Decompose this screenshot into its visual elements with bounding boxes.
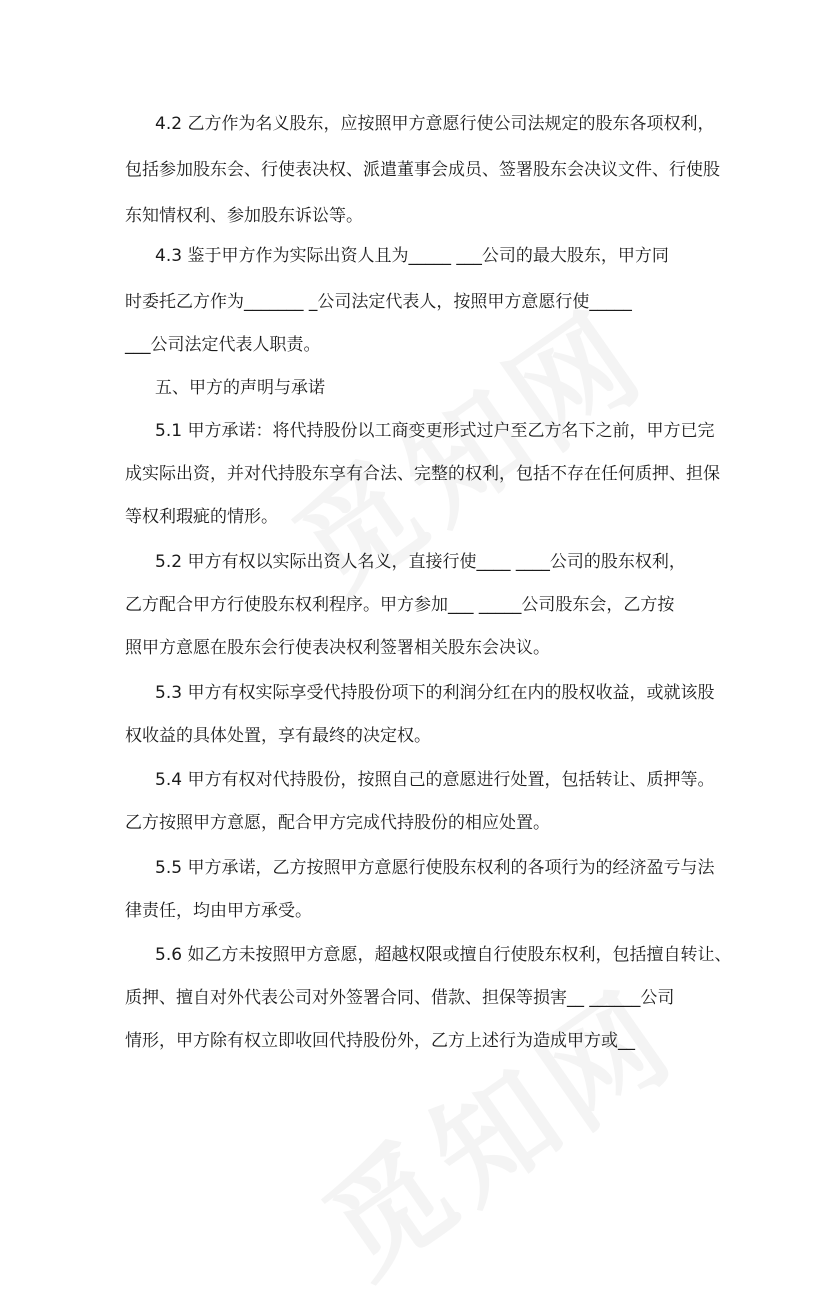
paragraph-4-2-line-1: 4.2 乙方作为名义股东，应按照甲方意愿行使公司法规定的股东各项权利， (155, 114, 715, 134)
section-heading-5: 五、甲方的声明与承诺 (155, 378, 325, 398)
paragraph-5-1-line-2: 成实际出资，并对代持股东享有合法、完整的权利，包括不存在任何质押、担保 (125, 464, 720, 484)
paragraph-4-2-line-2: 包括参加股东会、行使表决权、派遣董事会成员、签署股东会决议文件、行使股 (125, 160, 720, 180)
paragraph-5-5-line-1: 5.5 甲方承诺，乙方按照甲方意愿行使股东权利的各项行为的经济盈亏与法 (155, 858, 715, 878)
paragraph-5-4-line-1: 5.4 甲方有权对代持股份，按照自己的意愿进行处置，包括转让、质押等。 (155, 770, 715, 790)
paragraph-5-1-line-1: 5.1 甲方承诺：将代持股份以工商变更形式过户至乙方名下之前，甲方已完 (155, 421, 715, 441)
paragraph-5-3-line-2: 权收益的具体处置，享有最终的决定权。 (125, 726, 431, 746)
paragraph-5-6-line-2: 质押、擅自对外代表公司对外签署合同、借款、担保等损害__ ______公司 (125, 988, 675, 1008)
paragraph-5-3-line-1: 5.3 甲方有权实际享受代持股份项下的利润分红在内的股权收益，或就该股 (155, 683, 715, 703)
paragraph-5-2-line-3: 照甲方意愿在股东会行使表决权利签署相关股东会决议。 (125, 638, 550, 658)
paragraph-5-5-line-2: 律责任，均由甲方承受。 (125, 901, 312, 921)
paragraph-5-2-line-1: 5.2 甲方有权以实际出资人名义，直接行使____ ____公司的股东权利， (155, 552, 686, 572)
paragraph-5-1-line-3: 等权利瑕疵的情形。 (125, 507, 278, 527)
paragraph-4-3-line-1: 4.3 鉴于甲方作为实际出资人且为_____ ___公司的最大股东，甲方同 (155, 246, 669, 266)
paragraph-4-3-line-2: 时委托乙方作为_______ _公司法定代表人，按照甲方意愿行使_____ (125, 292, 632, 312)
paragraph-4-2-line-3: 东知情权利、参加股东诉讼等。 (125, 206, 363, 226)
paragraph-4-3-line-3: ___公司法定代表人职责。 (125, 335, 321, 355)
paragraph-5-6-line-1: 5.6 如乙方未按照甲方意愿，超越权限或擅自行使股东权利，包括擅自转让、 (155, 945, 732, 965)
paragraph-5-4-line-2: 乙方按照甲方意愿，配合甲方完成代持股份的相应处置。 (125, 813, 550, 833)
paragraph-5-6-line-3: 情形，甲方除有权立即收回代持股份外，乙方上述行为造成甲方或__ (125, 1031, 635, 1051)
paragraph-5-2-line-2: 乙方配合甲方行使股东权利程序。甲方参加___ _____公司股东会，乙方按 (125, 595, 675, 615)
